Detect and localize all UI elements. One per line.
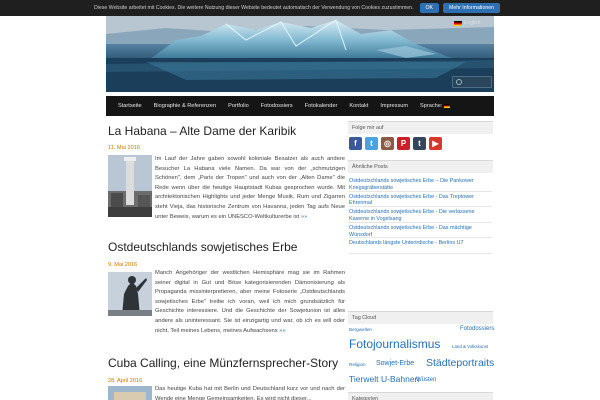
nav-item-startseite[interactable]: Startseite: [118, 103, 142, 109]
main-nav: [106, 96, 494, 116]
post-excerpt: [155, 155, 345, 222]
nav-item-fotokalender[interactable]: Fotokalender: [304, 103, 338, 109]
related-post-link[interactable]: Ostdeutschlands sowjetisches Erbe - Die verlassene Kaserne in Vogelsang: [349, 207, 492, 223]
cookie-message: Diese Website arbeitet mit Cookies. Die weitere Nutzung dieser Website bedeutet automatisch der Verwendung von Cookies zuzustimmen.: [93, 5, 414, 11]
nav-item-biographie[interactable]: Biographie & Referenzen: [153, 103, 217, 109]
post-date: 9. Mai 2016: [108, 262, 138, 268]
nav-item-kontakt[interactable]: Kontakt: [349, 103, 369, 109]
nav-item-sprache[interactable]: [414, 103, 456, 109]
related-post-link[interactable]: Ostdeutschlands sowjetisches Erbe - Das Treptower Ehrenmal: [349, 192, 492, 208]
uk-flag-icon: [454, 21, 462, 26]
german-flag-icon: [444, 104, 450, 108]
tag-link[interactable]: Wüsten: [416, 377, 437, 383]
facebook-icon[interactable]: f: [349, 137, 362, 150]
post-title[interactable]: Ostdeutschlands sowjetisches Erbe: [108, 240, 298, 254]
nav-item-impressum[interactable]: Impressum: [380, 103, 409, 109]
cookie-bar: [0, 0, 600, 16]
related-post-link[interactable]: Ostdeutschlands sowjetisches Erbe – Die Pankower Kriegsgräberstätte: [349, 176, 492, 192]
related-heading: Ähnliche Posts: [348, 160, 493, 173]
social-links: [349, 137, 442, 150]
tag-link[interactable]: Fotojournalismus: [349, 337, 441, 351]
nav-item-fotodossiers[interactable]: Fotodossiers: [260, 103, 293, 109]
tag-cloud-heading: Tag Cloud: [348, 311, 493, 324]
post-excerpt-text: Das heutige Kuba hat mit Berlin und Deutschland kurz vor und nach der Wende eine Menge Gemeinsamkeiten. Es wird nicht dieser...: [155, 386, 345, 400]
related-post-link[interactable]: Deutschlands längste Unterirdische - Berlins U7: [349, 238, 492, 254]
related-posts-list: [349, 176, 492, 254]
post-excerpt-text: Im Lauf der Jahre gaben sowohl koloniale Besatzer als auch andere Besucher La Habana viele Namen. Da war von der „schmutzigen Schönen", dem „Paris der Tropen" und auch von der „Alten Dame" die Rede wenn über die heutige Hauptstadt Kubas gesprochen wurde. Mit architektonischen Highlights und jeder Menge Musik, Rum und Zigarren steht Vieja, das historische Zentrum von Havanna, jeden Tag aufs Neue unter Beweis, warum es ein UNESCO-Weltkulturerbe ist: [155, 156, 345, 220]
tag-link[interactable]: Sowjet-Erbe: [376, 360, 415, 367]
follow-heading: Folge mir auf: [348, 121, 493, 134]
cookie-ok-button[interactable]: OK: [420, 3, 440, 13]
nav-item-portfolio[interactable]: Portfolio: [228, 103, 249, 109]
post-excerpt: [155, 269, 345, 336]
read-more-link[interactable]: »»: [300, 213, 308, 220]
search-input[interactable]: [452, 76, 492, 88]
related-post-link[interactable]: Ostdeutschlands sowjetisches Erbe - Das mächtige Wünsdorf: [349, 223, 492, 239]
instagram-icon[interactable]: ◎: [381, 137, 394, 150]
post-title[interactable]: La Habana – Alte Dame der Karibik: [108, 124, 297, 138]
tumblr-icon[interactable]: t: [413, 137, 426, 150]
tag-link[interactable]: Städteportraits: [426, 357, 495, 369]
tag-link[interactable]: Religion: [349, 362, 366, 367]
categories-heading: Kategorien: [348, 392, 493, 400]
tag-link[interactable]: Tierwelt: [349, 374, 379, 384]
search-icon: [456, 79, 462, 85]
post-thumbnail-cuba[interactable]: [108, 386, 152, 400]
pinterest-icon[interactable]: P: [397, 137, 410, 150]
post-thumbnail-soviet[interactable]: [108, 272, 152, 316]
cookie-more-button[interactable]: Mehr Informationen: [443, 3, 500, 13]
tag-link[interactable]: Land & Volkskunst: [452, 344, 489, 349]
post-date: 11. Mai 2016: [108, 145, 140, 151]
nav-sprache-label: Sprache:: [420, 103, 443, 109]
read-more-link[interactable]: »»: [279, 327, 286, 334]
tag-link[interactable]: Bergwelten: [349, 327, 372, 332]
tag-link[interactable]: U-Bahnen: [381, 374, 420, 384]
post-title[interactable]: Cuba Calling, eine Münzfernsprecher-Story: [108, 356, 339, 370]
post-date: 28. April 2016: [108, 378, 143, 384]
post-excerpt-text: Manch Angehöriger der westlichen Hemisphäre mag sie im Rahmen seiner digital in Gut und Böse kategorisierenden Dämonisierung als Propaganda missinterpretieren, aber meine Fotoserie „Ostdeutschlands sowjetisches Erbe" treibe ich voran, weil ich mich grundsätzlich für Geschichte interessiere. Und die Geschichte der Sowjetunion ist alles andere als uninteressant. Sie ist einzigartig und war, ob ich es will oder nicht, Teil meines Lebens, meines Aufwachsens: [155, 270, 345, 334]
post-excerpt: [155, 385, 345, 400]
tag-link[interactable]: Fotodossiers: [460, 326, 495, 332]
youtube-icon[interactable]: ▶: [429, 137, 442, 150]
twitter-icon[interactable]: t: [365, 137, 378, 150]
post-thumbnail-havana[interactable]: [108, 155, 152, 217]
language-label: English: [464, 20, 481, 26]
language-switch[interactable]: [454, 20, 480, 26]
